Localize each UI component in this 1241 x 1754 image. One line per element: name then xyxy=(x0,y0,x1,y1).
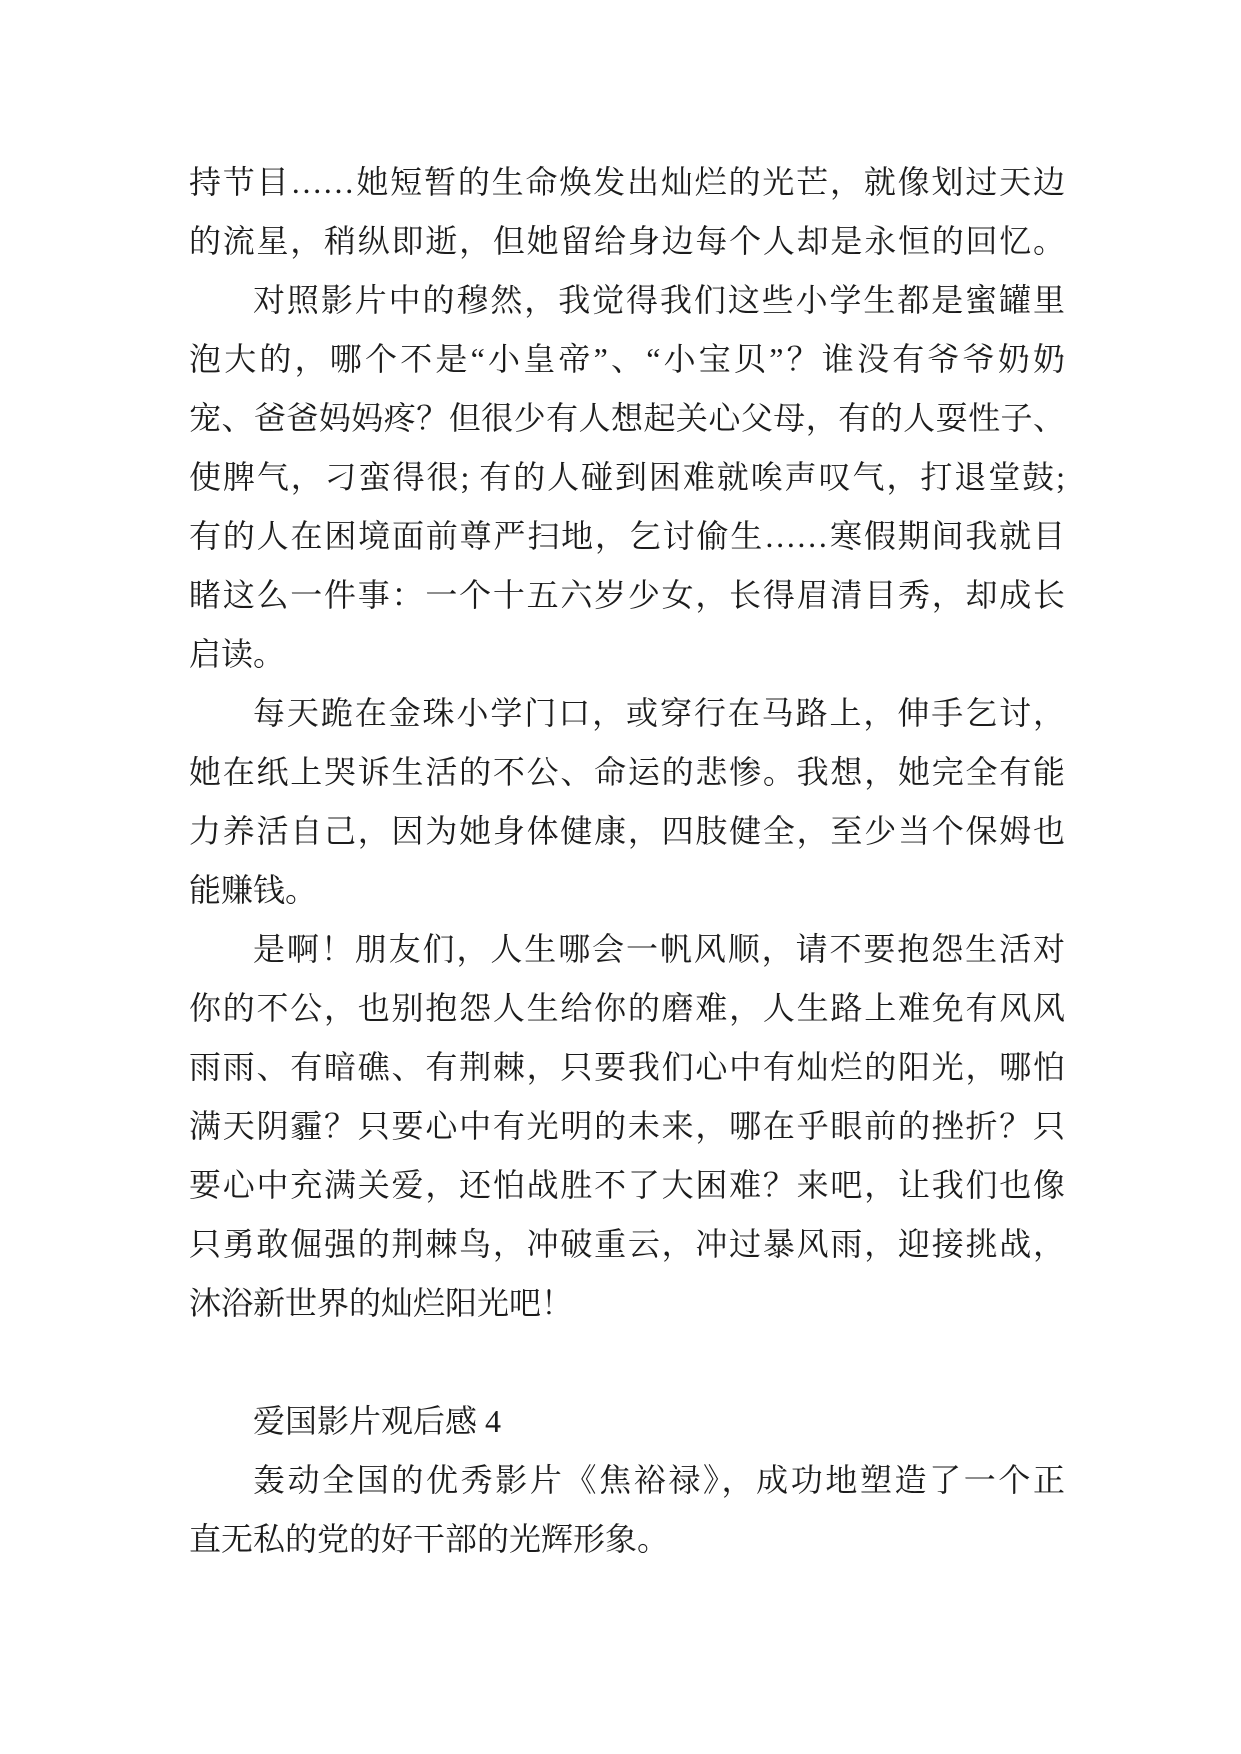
blank-line xyxy=(189,1333,1065,1392)
text-line: 睹这么一件事：一个十五六岁少女，长得眉清目秀，却成长 xyxy=(189,577,1065,613)
text-line: 持节目……她短暂的生命焕发出灿烂的光芒，就像划过天边 xyxy=(189,164,1065,200)
section-heading: 爱国影片观后感 4 xyxy=(253,1403,502,1439)
text-line: 轰动全国的优秀影片《焦裕禄》，成功地塑造了一个正 xyxy=(253,1462,1065,1498)
text-line: 的流星，稍纵即逝，但她留给身边每个人却是永恒的回忆。 xyxy=(189,223,1065,259)
text-line: 力养活自己，因为她身体健康，四肢健全，至少当个保姆也 xyxy=(189,813,1065,849)
text-line: 满天阴霾？只要心中有光明的未来，哪在乎眼前的挫折？只 xyxy=(189,1108,1065,1144)
text-line: 雨雨、有暗礁、有荆棘，只要我们心中有灿烂的阳光，哪怕 xyxy=(189,1049,1065,1085)
text-line: 她在纸上哭诉生活的不公、命运的悲惨。我想，她完全有能 xyxy=(189,754,1065,790)
text-line: 是啊！朋友们，人生哪会一帆风顺，请不要抱怨生活对 xyxy=(253,931,1065,967)
text-line: 泡大的，哪个不是“小皇帝”、“小宝贝”？谁没有爷爷奶奶 xyxy=(189,341,1065,377)
text-line: 直无私的党的好干部的光辉形象。 xyxy=(189,1521,670,1557)
text-line: 只勇敢倔强的荆棘鸟，冲破重云，冲过暴风雨，迎接挑战， xyxy=(189,1226,1065,1262)
text-line: 沐浴新世界的灿烂阳光吧！ xyxy=(189,1285,574,1321)
text-line: 有的人在困境面前尊严扫地，乞讨偷生……寒假期间我就目 xyxy=(189,518,1065,554)
text-line: 宠、爸爸妈妈疼？但很少有人想起关心父母，有的人耍性子、 xyxy=(189,400,1065,436)
text-line: 使脾气，刁蛮得很; 有的人碰到困难就唉声叹气，打退堂鼓; xyxy=(189,459,1065,495)
text-line: 对照影片中的穆然，我觉得我们这些小学生都是蜜罐里 xyxy=(253,282,1065,318)
text-line: 启读。 xyxy=(189,636,286,672)
text-line: 你的不公，也别抱怨人生给你的磨难，人生路上难免有风风 xyxy=(189,990,1065,1026)
document-text-block xyxy=(189,153,1065,1569)
text-line: 要心中充满关爱，还怕战胜不了大困难？来吧，让我们也像 xyxy=(189,1167,1065,1203)
text-line: 每天跪在金珠小学门口，或穿行在马路上，伸手乞讨， xyxy=(253,695,1065,731)
text-line: 能赚钱。 xyxy=(189,872,318,908)
